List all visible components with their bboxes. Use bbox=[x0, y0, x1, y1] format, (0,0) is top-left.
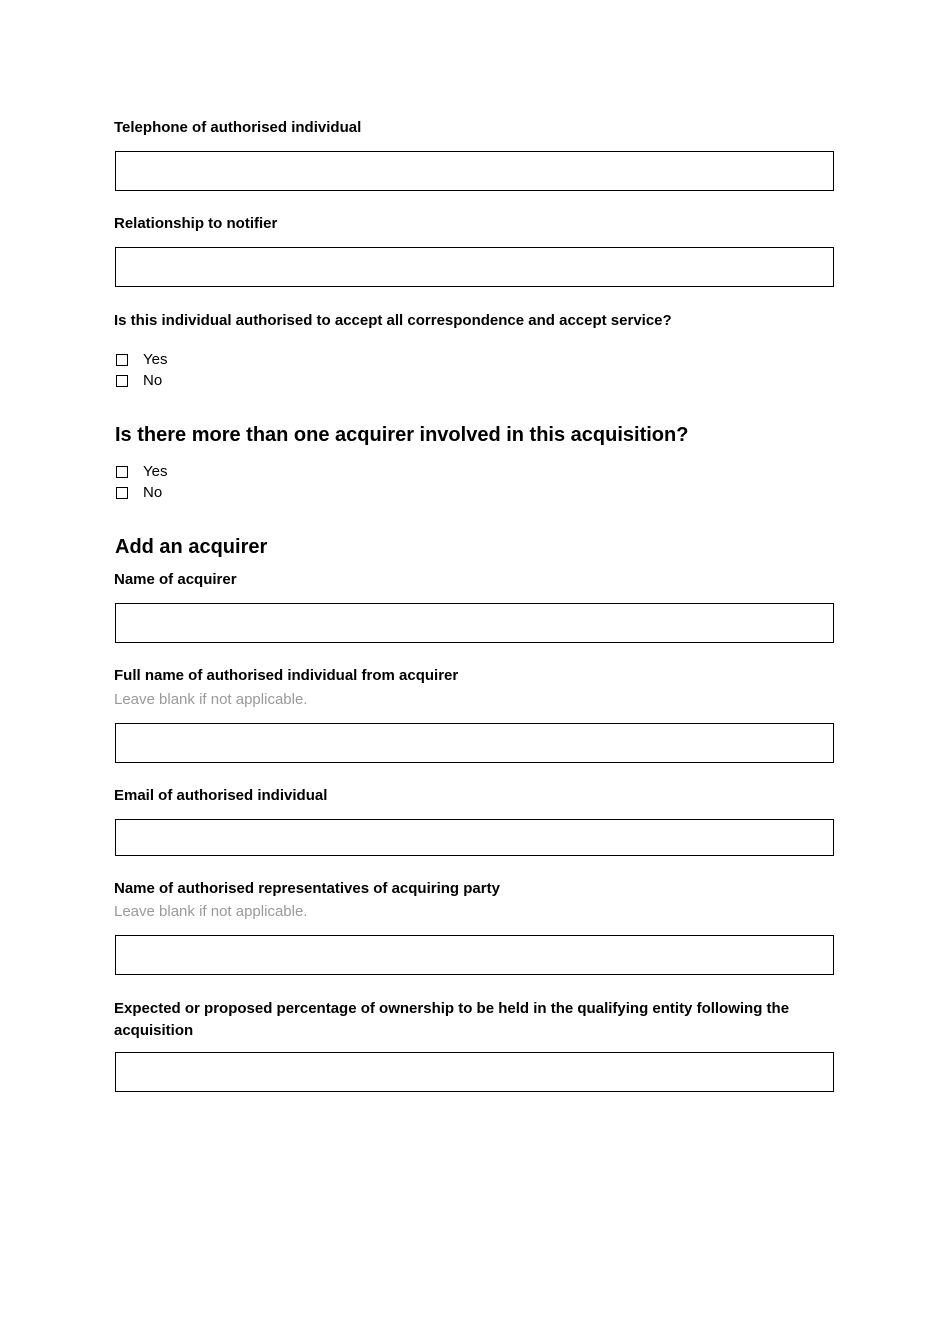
email-field[interactable] bbox=[115, 819, 834, 856]
telephone-field[interactable] bbox=[115, 151, 834, 191]
option-label: Yes bbox=[143, 463, 168, 480]
representatives-label: Name of authorised representatives of acquiring party bbox=[114, 880, 500, 897]
acquirer-name-field[interactable] bbox=[115, 603, 834, 643]
ownership-label: Expected or proposed percentage of ownership to be held in the qualifying entity following the acquisition bbox=[114, 1000, 790, 1039]
acquirer-name-label: Name of acquirer bbox=[114, 571, 237, 588]
checkbox[interactable] bbox=[116, 487, 128, 499]
accept-service-question: Is this individual authorised to accept all correspondence and accept service? bbox=[114, 312, 672, 329]
multiple-acquirers-option-no[interactable] bbox=[116, 483, 162, 503]
accept-service-option-no[interactable] bbox=[116, 371, 162, 391]
checkbox[interactable] bbox=[116, 375, 128, 387]
email-label: Email of authorised individual bbox=[114, 787, 328, 804]
multiple-acquirers-option-yes[interactable] bbox=[116, 462, 167, 482]
representatives-hint: Leave blank if not applicable. bbox=[114, 903, 308, 920]
add-acquirer-heading: Add an acquirer bbox=[115, 536, 268, 558]
relationship-label: Relationship to notifier bbox=[114, 215, 278, 232]
representatives-field[interactable] bbox=[115, 935, 834, 975]
option-label: No bbox=[143, 484, 163, 501]
checkbox[interactable] bbox=[116, 354, 128, 366]
ownership-field[interactable] bbox=[115, 1052, 834, 1092]
checkbox[interactable] bbox=[116, 466, 128, 478]
authorised-full-name-label: Full name of authorised individual from acquirer bbox=[114, 667, 459, 684]
authorised-full-name-field[interactable] bbox=[115, 723, 834, 763]
relationship-field[interactable] bbox=[115, 247, 834, 287]
option-label: Yes bbox=[143, 351, 168, 368]
authorised-full-name-hint: Leave blank if not applicable. bbox=[114, 691, 308, 708]
multiple-acquirers-question: Is there more than one acquirer involved in this acquisition? bbox=[115, 424, 689, 446]
telephone-label: Telephone of authorised individual bbox=[114, 119, 362, 136]
option-label: No bbox=[143, 372, 163, 389]
accept-service-option-yes[interactable] bbox=[116, 350, 167, 370]
